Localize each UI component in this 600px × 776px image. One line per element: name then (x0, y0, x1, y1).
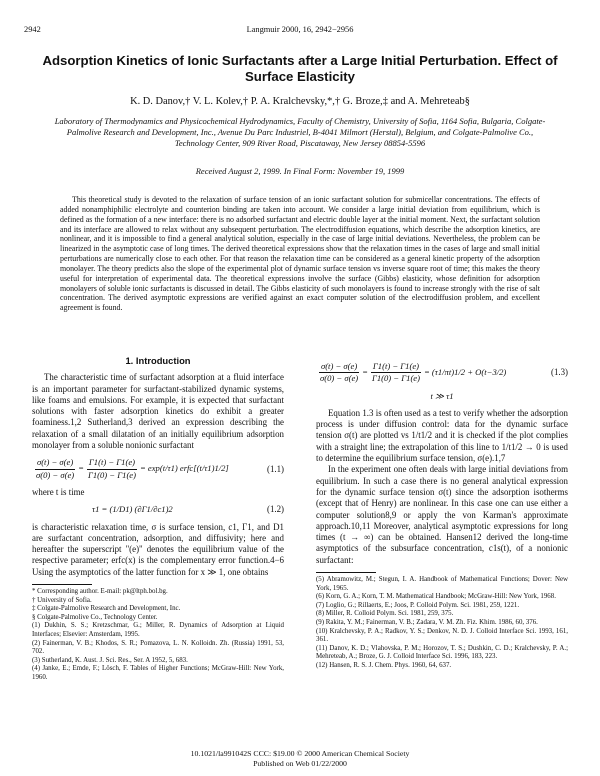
eq3-mid-fraction (370, 361, 422, 385)
footnote: (3) Sutherland, K. Aust. J. Sci. Res., Ser. A 1952, 5, 683. (32, 656, 188, 664)
eq3-condition: t ≫ τ1 (430, 390, 454, 401)
eq2-body: τ1 = (1/D1) (∂Γ1/∂c1)2 (92, 504, 173, 515)
eq3-lhs-num: σ(t) − σ(e) (319, 361, 359, 373)
eq3-lhs-fraction (318, 361, 360, 385)
footnote: (1) Dukhin, S. S.; Kretzschmar, G.; Miller, R. Dynamics of Adsorption at Liquid Interfaces; Elsevier: Amsterdam, 1995. (32, 622, 284, 639)
right-paragraph-2: In the experiment one often deals with large initial deviations from equilibrium. In such a case there is no general analytical expression for the dynamic surface tension σ(t) since the adsorption isotherms (except that of Henry) are nonlinear. In this case one can use either a computer solution8,9 or apply the von Karman's approximate approach.10,11 Moreover, analytical asymptotic expressions for long times (t → ∞) can be obtained. Hansen12 derived the long-time asymptotics of the subsurface concentration, c1s(t), of a nonionic surfactant: (316, 464, 568, 565)
intro-paragraph-1: The characteristic time of surfactant adsorption at a fluid interface is an important parameter for surfactant-stabilized dynamic systems, like foams and emulsions. For example, it is expected that surfactant solutions with faster adsorption kinetics do exhibit a greater foaminess.1,2 Sutherland,3 derived an expression describing the relaxation of a small dilatation of an initially equilibrium adsorption monolayer from a soluble nonionic surfactant (32, 372, 284, 451)
eq3-mid-den: Γ1(0) − Γ1(e) (371, 373, 420, 384)
eq3-number: (1.3) (550, 367, 568, 378)
journal-citation: Langmuir 2000, 16, 2942−2956 (246, 25, 354, 34)
running-header (24, 25, 576, 37)
eq2-number: (1.2) (266, 504, 284, 515)
eq1-lhs-den: σ(0) − σ(e) (36, 469, 75, 480)
abstract (60, 195, 540, 313)
author-list: K. D. Danov,† V. L. Kolev,† P. A. Kralchevsky,*,† G. Broze,‡ and A. Mehreteab§ (130, 96, 470, 107)
affiliations: Laboratory of Thermodynamics and Physicochemical Hydrodynamics, Faculty of Chemistry, University of Sofia, 1164 Sofia, Bulgaria, Colgate-Palmolive Research and Development, Inc., Avenue Du Parc Industriel, B-4041 Milmort (Herstal), Belgium, and Colgate-Palmolive Co., Technology Center, 909 River Road, Piscataway, New Jersey 08854-5596 (54, 116, 546, 149)
equation-1-1: $\frac{\sigma(t) - \sigma(e)}{\sigma(0) - \sigma(e)}$ = $\frac{\Gamma 1(t) - \Gamma 1(e)}{\Gamma 1(0) - \Gamma 1(e)}$ = exp(t/τ1) erfc[(t/τ1)1/2] (1.1) (36, 457, 284, 480)
footnote: † University of Sofia. (32, 596, 92, 604)
section-heading: 1. Introduction (125, 355, 191, 366)
right-column (316, 355, 568, 671)
publication-footer (0, 749, 600, 768)
footnote: (9) Rakita, Y. M.; Fainerman, V. B.; Zadara, V. M. Zh. Fiz. Khim. 1986, 60, 376. (316, 619, 538, 627)
footnote: (8) Miller, R. Colloid Polym. Sci. 1981, 259, 375. (316, 610, 454, 618)
footnote: § Colgate-Palmolive Co., Technology Center. (32, 613, 158, 621)
footnote: ‡ Colgate-Palmolive Research and Development, Inc. (32, 605, 181, 613)
footnote: (5) Abramowitz, M.; Stegun, I. A. Handbook of Mathematical Functions; Dover: New York, 1965. (316, 576, 568, 592)
equation-1-2 (32, 504, 284, 515)
intro-paragraph-2: is characteristic relaxation time, σ is surface tension, c1, Γ1, and D1 are surfactant concentration, adsorption, and diffusivity; here and hereafter the superscript "(e)" denotes the equilibrium value of the respective parameter; erfc(x) is the complementary error function.4−6 Using the asymptotics of the latter function for x ≫ 1, one obtains (32, 521, 284, 577)
eq1-number: (1.1) (266, 463, 284, 474)
eq1-rhs: = exp(t/τ1) erfc[(t/τ1)1/2] (139, 463, 229, 474)
footnote: (12) Hansen, R. S. J. Chem. Phys. 1960, 64, 637. (316, 661, 452, 669)
right-paragraph-1: Equation 1.3 is often used as a test to verify whether the adsorption process is under diffusion control: data for the dynamic surface tension σ(t) are plotted vs 1/t1/2 and it is checked if the plot complies with a straight line; the extrapolation of this line to 1/t1/2 → 0 is used to determine the equilibrium surface tension, σ(e).1,7 (316, 407, 568, 464)
footnote: (2) Fainerman, V. B.; Khodos, S. R.; Pomazova, L. N. Kolloidn. Zh. (Russia) 1991, 53, 702. (32, 639, 284, 656)
eq1-lhs-fraction (34, 457, 76, 481)
where-text: where t is time (32, 486, 85, 497)
footnote: (7) Loglio, G.; Rillaerts, E.; Joos, P. Colloid Polym. Sci. 1981, 259, 1221. (316, 601, 520, 609)
equation-1-3: $\frac{\sigma(t) - \sigma(e)}{\sigma(0) - \sigma(e)}$ = $\frac{\Gamma 1(t) - \Gamma 1(e)}{\Gamma 1(0) - \Gamma 1(e)}$ = (τ1/πt)1/2 + O(t−3/2) (1.3) (320, 361, 568, 384)
eq3-mid-num: Γ1(t) − Γ1(e) (371, 361, 421, 373)
footnote: (11) Danov, K. D.; Vlahovska, P. M.; Horozov, T. S.; Dushkin, C. D.; Kralchevsky, P. A.; Mehreteab, A.; Broze, G. J. Colloid Interface Sci. 1996, 183, 223. (316, 644, 568, 661)
footnote: (6) Korn, G. A.; Korn, T. M. Mathematical Handbook; McGraw-Hill: New York, 1968. (316, 593, 556, 601)
right-footnotes (316, 576, 568, 671)
article-title: Adsorption Kinetics of Ionic Surfactants after a Large Initial Perturbation. Effect of Surface Elasticity (42, 53, 558, 84)
eq3-lhs-den: σ(0) − σ(e) (320, 373, 359, 384)
left-footnotes (32, 588, 284, 683)
footnote: (10) Kralchevsky, P. A.; Radkov, Y. S.; Denkov, N. D. J. Colloid Interface Sci. 1993, 161, 361. (316, 627, 568, 644)
eq1-mid-fraction (86, 457, 138, 481)
footnote: * Corresponding author. E-mail: pk@ltph.bol.bg. (32, 588, 168, 596)
footnote: (4) Janke, E.; Emde, F.; Lösch, F. Tables of Higher Functions; McGraw-Hill: New York, 1960. (32, 665, 284, 681)
published-date: Published on Web 01/22/2000 (253, 758, 347, 768)
left-column (32, 355, 284, 683)
eq3-rhs: = (τ1/πt)1/2 + O(t−3/2) (423, 366, 507, 377)
footnote-rule (316, 572, 376, 573)
footnote-rule (32, 584, 92, 585)
eq1-mid-num: Γ1(t) − Γ1(e) (87, 457, 137, 469)
page-number: 2942 (24, 25, 41, 34)
doi-line: 10.1021/la991042S CCC: $19.00 © 2000 American Chemical Society (190, 749, 410, 758)
eq1-mid-den: Γ1(0) − Γ1(e) (87, 469, 136, 480)
abstract-text: This theoretical study is devoted to the relaxation of surface tension of an ionic surfactant solution for submicellar concentrations. The effects of added nonamphiphilic electrolyte and counterion binding are taken into account. We consider a large initial deviation from equilibrium, which is defined as the formation of a new interface: there is no adsorbed surfactant and electric double layer at the initial moment. Next, the surfactant solution and its interface are allowed to relax without any subsequent perturbation. The electrodiffusion equations, which describe the adsorption kinetics, are nonlinear, and it is impossible to find a general analytical solution, especially in the case of large initial deviations. Nevertheless, the problem can be linearized in the asymptotic case of long times. The derived theoretical expressions show that the relaxation times in the cases of large and small initial perturbations are numerically close to each other. For that reason the relaxation time can be considered as a general kinetic property of the adsorption monolayer. The theory predicts also the slope of the experimental plot of dynamic surface tension vs inverse square root of time; this makes the theory useful for interpretation of experimental data. The theoretical expressions involve the surface (Gibbs) elasticity, whose definition for adsorption monolayers of soluble ionic surfactants is discussed in detail. The Gibbs elasticity of such monolayers is found to increase strongly with the rise of salt concentration. The derived asymptotic expressions are verified against an exact computer solution of the electrodiffusion problem, and excellent agreement is found. (60, 195, 540, 313)
eq1-lhs-num: σ(t) − σ(e) (35, 457, 75, 469)
received-dates: Received August 2, 1999. In Final Form: November 19, 1999 (195, 166, 405, 176)
